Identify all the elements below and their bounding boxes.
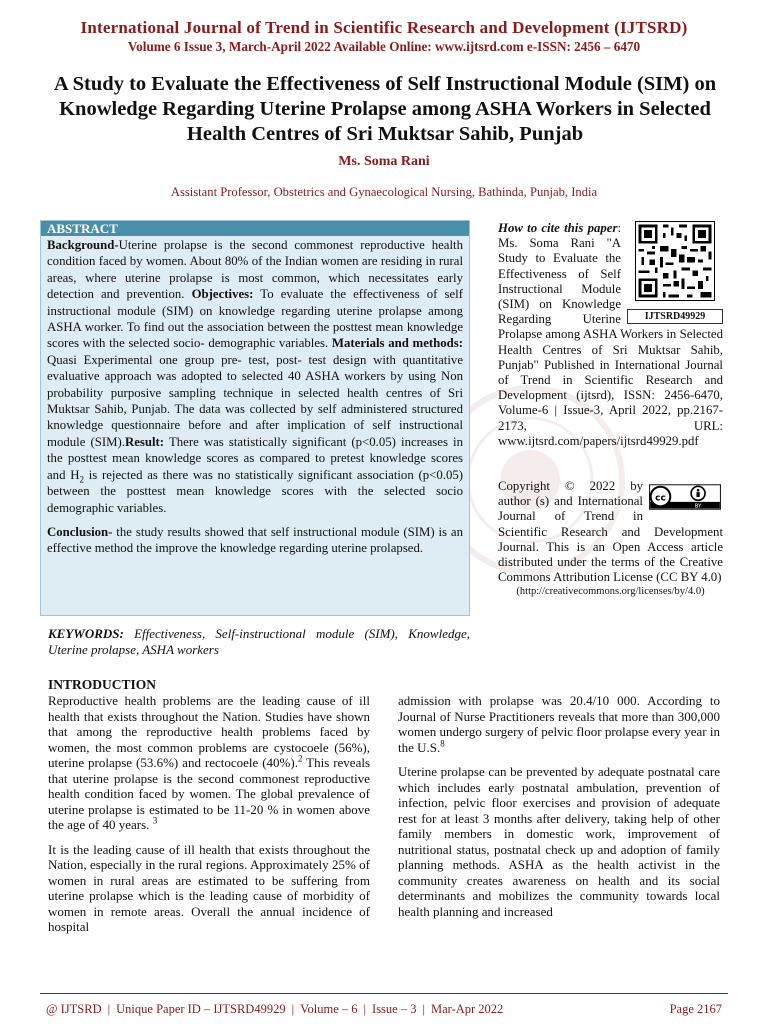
intro-p1-text: Reproductive health problems are the leading cause of ill health that exists throughout the Nation. Studies have shown that among the reproductive health problems faced by women, the most common problems are cystocoele (56%), uterine prolapse (53.6%) and rectocoele (40%).	[48, 693, 370, 770]
background-text: Uterine prolapse is the second commonest reproductive health condition faced by women. About 80% of the Indian women are residing in rural areas, where uterine prolapse is most common, which necessitates early detection and prevention.	[47, 238, 463, 302]
intro-p3-text: admission with prolapse was 20.4/10 000. According to Journal of Nurse Practitioners reveals that more than 300,000 women undergo surgery of pelvic floor prolapse every year in the U.S.	[398, 693, 720, 755]
footer-issue: Issue – 3	[372, 1002, 417, 1016]
intro-paragraph-3	[398, 693, 720, 755]
paper-id-label: IJTSRD49929	[627, 309, 723, 324]
hypothesis-subscript: 2	[79, 474, 84, 485]
conclusion-text: the study results showed that self instructional module (SIM) is an effective method the improve the knowledge regarding uterine prolapsed.	[47, 524, 463, 556]
footer-divider	[40, 993, 728, 994]
footer-separator: |	[291, 1002, 295, 1016]
footer-date: Mar-Apr 2022	[431, 1002, 504, 1016]
body-column-left	[48, 693, 370, 935]
citation-colon: :	[617, 221, 621, 235]
footer-separator: |	[363, 1002, 367, 1016]
abstract-conclusion-paragraph	[47, 524, 463, 557]
intro-paragraph-2: It is the leading cause of ill health that exists throughout the Nation, especially in the rural regions. Approximately 25% of women in rural areas are estimated to be suffering from uterine prolapse which is the leading cause of morbidity of women in remote areas. Overall the annual incidence of hospital	[48, 841, 370, 934]
intro-p1-text-continued: This reveals that uterine prolapse is the second commonest reproductive health condition faced by women. The global prevalence of uterine prolapse is estimated to be 11-20 % in women above the age of 40 years.	[48, 755, 371, 832]
methods-text: Quasi Experimental one group pre- test, post- test design with quantitative evaluative approach was adopted to selected 40 ASHA workers by using Non probability purposive sampling technique in selected health centres of Sri Muktsar Sahib, Punjab. The data was collected by self administered structured knowledge questionnaire before and after implication of self instructional module (SIM).	[47, 352, 463, 449]
copyright-block	[498, 479, 723, 598]
intro-paragraph-4: Uterine prolapse can be prevented by adequate postnatal care which includes early postnatal ambulation, prevention of infection, pelvic floor exercises and provision of adequate rest for at least 3 months after delivery, taking help of other family members in domestic work, improvement of nutritional status, postnatal check up and adoption of family planning methods. ASHA as the health activist in the community creates awareness on health and its social determinants and mobilizes the community towards local health planning and increased	[398, 764, 720, 919]
introduction-heading: INTRODUCTION	[48, 677, 157, 692]
objectives-text: To evaluate the effectiveness of self instructional module (SIM) on knowledge regarding uterine prolapse among ASHA worker. To find out the association between the posttest mean knowledge scores with the selected socio- demographic variables.	[47, 287, 463, 351]
intro-paragraph-1	[48, 693, 370, 833]
background-label: Background-	[47, 238, 119, 252]
footer-page-number: Page 2167	[669, 1002, 722, 1016]
keywords-text: Effectiveness, Self-instructional module (SIM), Knowledge, Uterine prolapse, ASHA workers	[48, 626, 470, 657]
body-column-right	[398, 693, 720, 919]
result-text: There was statistically significant (p<0.05) increases in the posttest mean knowledge scores as compared to pretest knowledge scores and H	[47, 434, 463, 482]
footer-separator: |	[107, 1002, 111, 1016]
cc-by-license-icon[interactable]	[649, 483, 721, 511]
objectives-label: Objectives:	[191, 287, 254, 302]
footer-brand: @ IJTSRD	[46, 1002, 102, 1016]
conclusion-label: Conclusion-	[47, 524, 113, 539]
svg-text:cc: cc	[655, 493, 666, 504]
page-footer	[46, 1000, 722, 1018]
citation-ref-3: 3	[152, 815, 158, 826]
footer-paper-id: Unique Paper ID – IJTSRD49929	[116, 1002, 286, 1016]
result-text-continued: is rejected as there was no statistically significant association (p<0.05) between the posttest mean knowledge scores with the selected socio demographic variables.	[47, 467, 464, 515]
abstract-heading: ABSTRACT	[41, 221, 469, 236]
methods-label: Materials and methods:	[331, 336, 464, 351]
paper-title: A Study to Evaluate the Effectiveness of Self Instructional Module (SIM) on Knowledge Regarding Uterine Prolapse among ASHA Workers in Selected Health Centres of Sri Muktsar Sahib, Punjab	[53, 73, 717, 145]
citation-box	[498, 221, 723, 449]
result-label: Result:	[124, 434, 165, 449]
journal-title: International Journal of Trend in Scientific Research and Development (IJTSRD)	[80, 18, 688, 37]
keywords	[48, 626, 470, 658]
abstract-main-paragraph	[47, 237, 463, 516]
footer-separator: |	[422, 1002, 425, 1016]
abstract-box	[40, 220, 470, 616]
citation-text: Ms. Soma Rani "A Study to Evaluate the Effectiveness of Self Instructional Module (SIM) on Knowledge Regarding Uterine Prolapse among ASHA Workers in Selected Health Centres of Sri Muktsar Sahib, Punjab" Published in International Journal of Trend in Scientific Research and Development (ijtsrd), ISSN: 2456-6470, Volume-6 | Issue-3, April 2022, pp.2167-2173, URL: www.ijtsrd.com/papers/ijtsrd49929.pdf	[498, 236, 723, 448]
qr-code-block	[627, 221, 723, 324]
citation-label: How to cite this paper	[498, 221, 618, 235]
citation-ref-2: 2	[297, 753, 303, 764]
license-link[interactable]: (http://creativecommons.org/licenses/by/4.0)	[516, 586, 705, 598]
author-name: Ms. Soma Rani	[338, 154, 430, 169]
footer-volume: Volume – 6	[300, 1002, 358, 1016]
copyright-text: Copyright © 2022 by author (s) and International Journal of Trend in Scientific Research and Development Journal. This is an Open Access article distributed under the terms of the Creative Commons Attribution License (CC BY 4.0)	[498, 479, 723, 585]
journal-issue-line: Volume 6 Issue 3, March-April 2022 Available Online: www.ijtsrd.com e-ISSN: 2456 – 6470	[127, 39, 641, 54]
abstract-body	[41, 236, 469, 557]
qr-code-icon[interactable]	[635, 221, 715, 301]
author-affiliation: Assistant Professor, Obstetrics and Gynaecological Nursing, Bathinda, Punjab, India	[170, 185, 598, 199]
keywords-label: KEYWORDS:	[48, 626, 124, 641]
citation-ref-8: 8	[440, 738, 445, 749]
cc-by-label: BY	[694, 503, 702, 510]
